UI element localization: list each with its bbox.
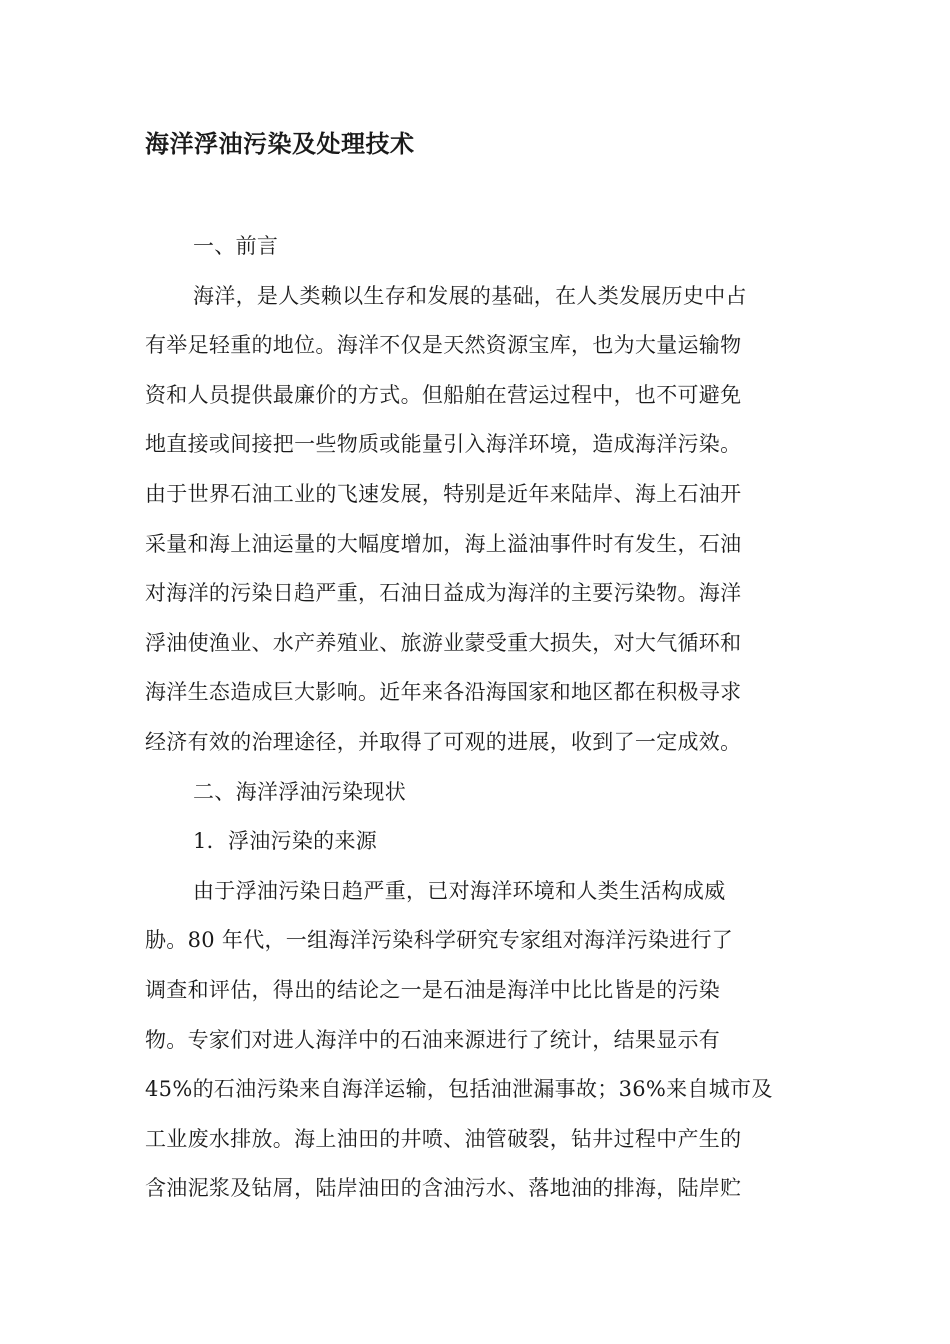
- section-heading: 二、海洋浮油污染现状: [193, 779, 406, 804]
- paragraph-line: 海洋，是人类赖以生存和发展的基础，在人类发展历史中占: [193, 283, 747, 308]
- paragraph-line: 海洋生态造成巨大影响。近年来各沿海国家和地区都在积极寻求: [145, 680, 742, 705]
- document-title: 海洋浮油污染及处理技术: [145, 129, 415, 158]
- paragraph-line: 有举足轻重的地位。海洋不仅是天然资源宝库，也为大量运输物: [145, 333, 742, 358]
- paragraph-line: 地直接或间接把一些物质或能量引入海洋环境，造成海洋污染。: [145, 432, 742, 457]
- paragraph-line: 由于浮油污染日趋严重，已对海洋环境和人类生活构成威: [193, 878, 726, 903]
- section-heading: 一、前言: [193, 234, 279, 258]
- paragraph-line: 浮油使渔业、水产养殖业、旅游业蒙受重大损失，对大气循环和: [145, 630, 742, 655]
- paragraph-line: 经济有效的治理途径，并取得了可观的进展，收到了一定成效。: [145, 729, 742, 754]
- subsection-heading: 1．浮油污染的来源: [193, 829, 378, 854]
- paragraph-line: 工业废水排放。海上油田的井喷、油管破裂，钻井过程中产生的: [145, 1126, 742, 1151]
- paragraph-line: 胁。80 年代，一组海洋污染科学研究专家组对海洋污染进行了: [145, 928, 734, 953]
- paragraph-line: 对海洋的污染日趋严重，石油日益成为海洋的主要污染物。海洋: [145, 581, 742, 606]
- document-body: [145, 222, 805, 1214]
- paragraph-line: 含油泥浆及钻屑，陆岸油田的含油污水、落地油的排海，陆岸贮: [145, 1176, 742, 1201]
- paragraph-line: 调查和评估，得出的结论之一是石油是海洋中比比皆是的污染: [145, 977, 721, 1002]
- paragraph-line: 物。专家们对进人海洋中的石油来源进行了统计，结果显示有: [145, 1027, 721, 1052]
- paragraph-line: 由于世界石油工业的飞速发展，特别是近年来陆岸、海上石油开: [145, 481, 742, 506]
- paragraph-line: 资和人员提供最廉价的方式。但船舶在营运过程中，也不可避免: [145, 382, 742, 407]
- paragraph-line: 采量和海上油运量的大幅度增加，海上溢油事件时有发生，石油: [145, 531, 742, 556]
- paragraph-line: 45%的石油污染来自海洋运输，包括油泄漏事故；36%来自城市及: [145, 1077, 773, 1102]
